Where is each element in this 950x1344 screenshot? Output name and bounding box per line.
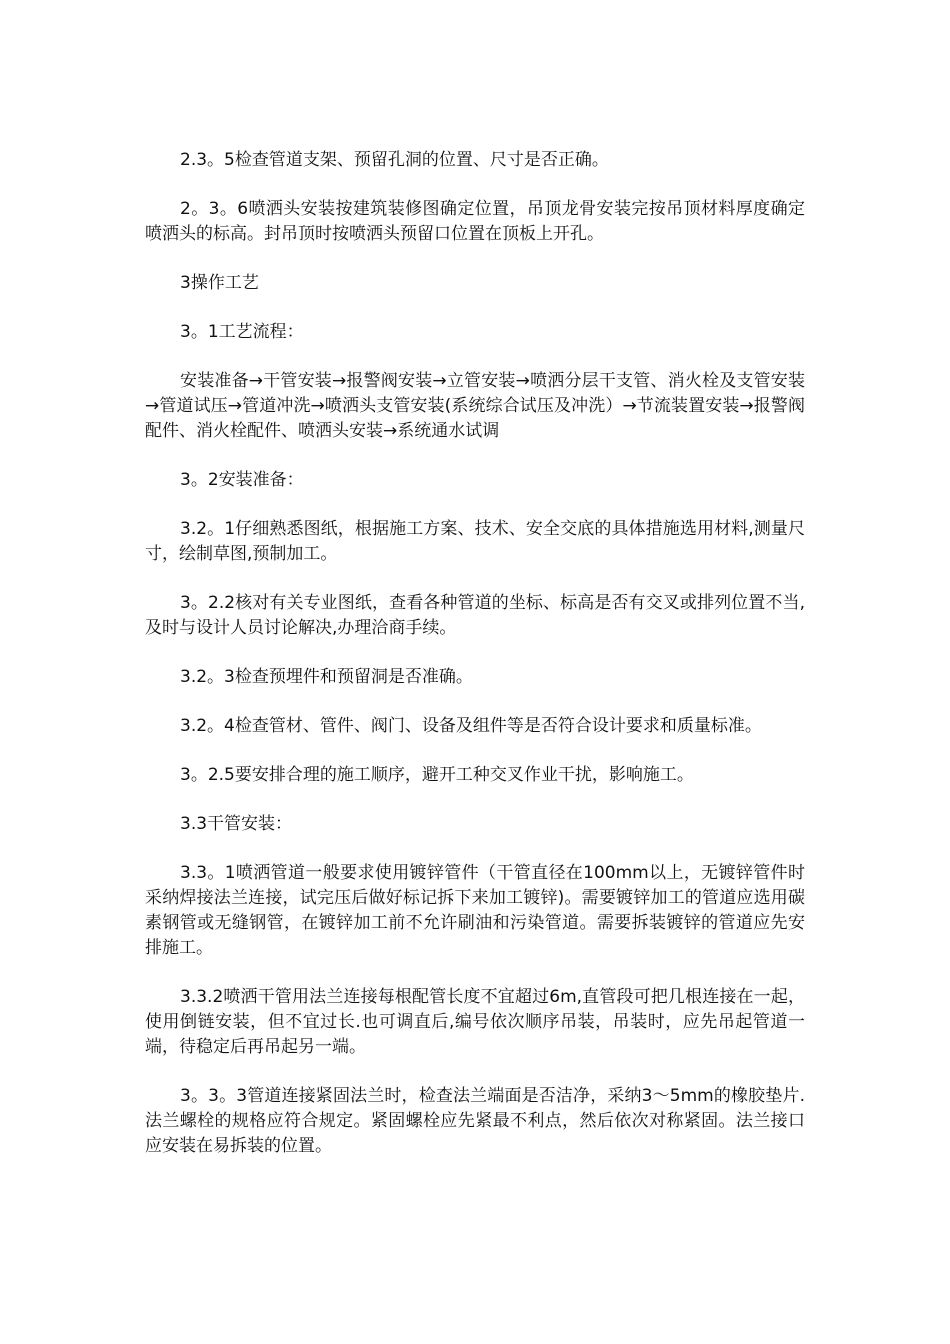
subheading-3-3: 3.3干管安装： [180,814,293,834]
paragraph-3-2-5: 3。2.5要安排合理的施工顺序，避开工种交叉作业干扰，影响施工。 [180,765,694,785]
paragraph-3-3-2: 3.3.2喷洒干管用法兰连接每根配管长度不宜超过6m,直管段可把几根连接在一起，使用倒链安装，但不宜过长.也可调直后,编号依次顺序吊装，吊装时，应先吊起管道一端，待稳定后再吊起另一端。 [145,987,805,1057]
paragraph-3-2-1: 3.2。1仔细熟悉图纸，根据施工方案、技术、安全交底的具体措施选用材料,测量尺寸，绘制草图,预制加工。 [145,519,805,564]
subheading-3-1: 3。1工艺流程： [180,322,304,342]
paragraph-3-2-3: 3.2。3检查预埋件和预留洞是否准确。 [180,667,473,687]
subheading-3-2: 3。2安装准备： [180,470,304,490]
paragraph-process-flow: 安装准备→干管安装→报警阀安装→立管安装→喷洒分层干支管、消火栓及支管安装→管道试压→管道冲洗→喷洒头支管安装(系统综合试压及冲洗）→节流装置安装→报警阀配件、消火栓配件、喷洒头安装→系统通水试调 [145,371,805,441]
document-body [145,148,805,1183]
section-heading-3: 3操作工艺 [180,273,259,293]
paragraph-3-3-3: 3。3。3管道连接紧固法兰时，检查法兰端面是否洁净，采纳3～5mm的橡胶垫片.法兰螺栓的规格应符合规定。紧固螺栓应先紧最不利点，然后依次对称紧固。法兰接口应安装在易拆装的位置。 [145,1086,805,1156]
paragraph-2-3-6: 2。3。6喷洒头安装按建筑装修图确定位置，吊顶龙骨安装完按吊顶材料厚度确定喷洒头的标高。封吊顶时按喷洒头预留口位置在顶板上开孔。 [145,199,805,244]
paragraph-3-3-1: 3.3。1喷洒管道一般要求使用镀锌管件（干管直径在100mm以上，无镀锌管件时采纳焊接法兰连接，试完压后做好标记拆下来加工镀锌)。需要镀锌加工的管道应选用碳素钢管或无缝钢管，在镀锌加工前不允许刷油和污染管道。需要拆装镀锌的管道应先安排施工。 [145,863,805,958]
paragraph-2-3-5: 2.3。5检查管道支架、预留孔洞的位置、尺寸是否正确。 [180,150,609,170]
paragraph-3-2-4: 3.2。4检查管材、管件、阀门、设备及组件等是否符合设计要求和质量标准。 [180,716,762,736]
paragraph-3-2-2: 3。2.2核对有关专业图纸，查看各种管道的坐标、标高是否有交叉或排列位置不当,及时与设计人员讨论解决,办理洽商手续。 [145,593,805,638]
